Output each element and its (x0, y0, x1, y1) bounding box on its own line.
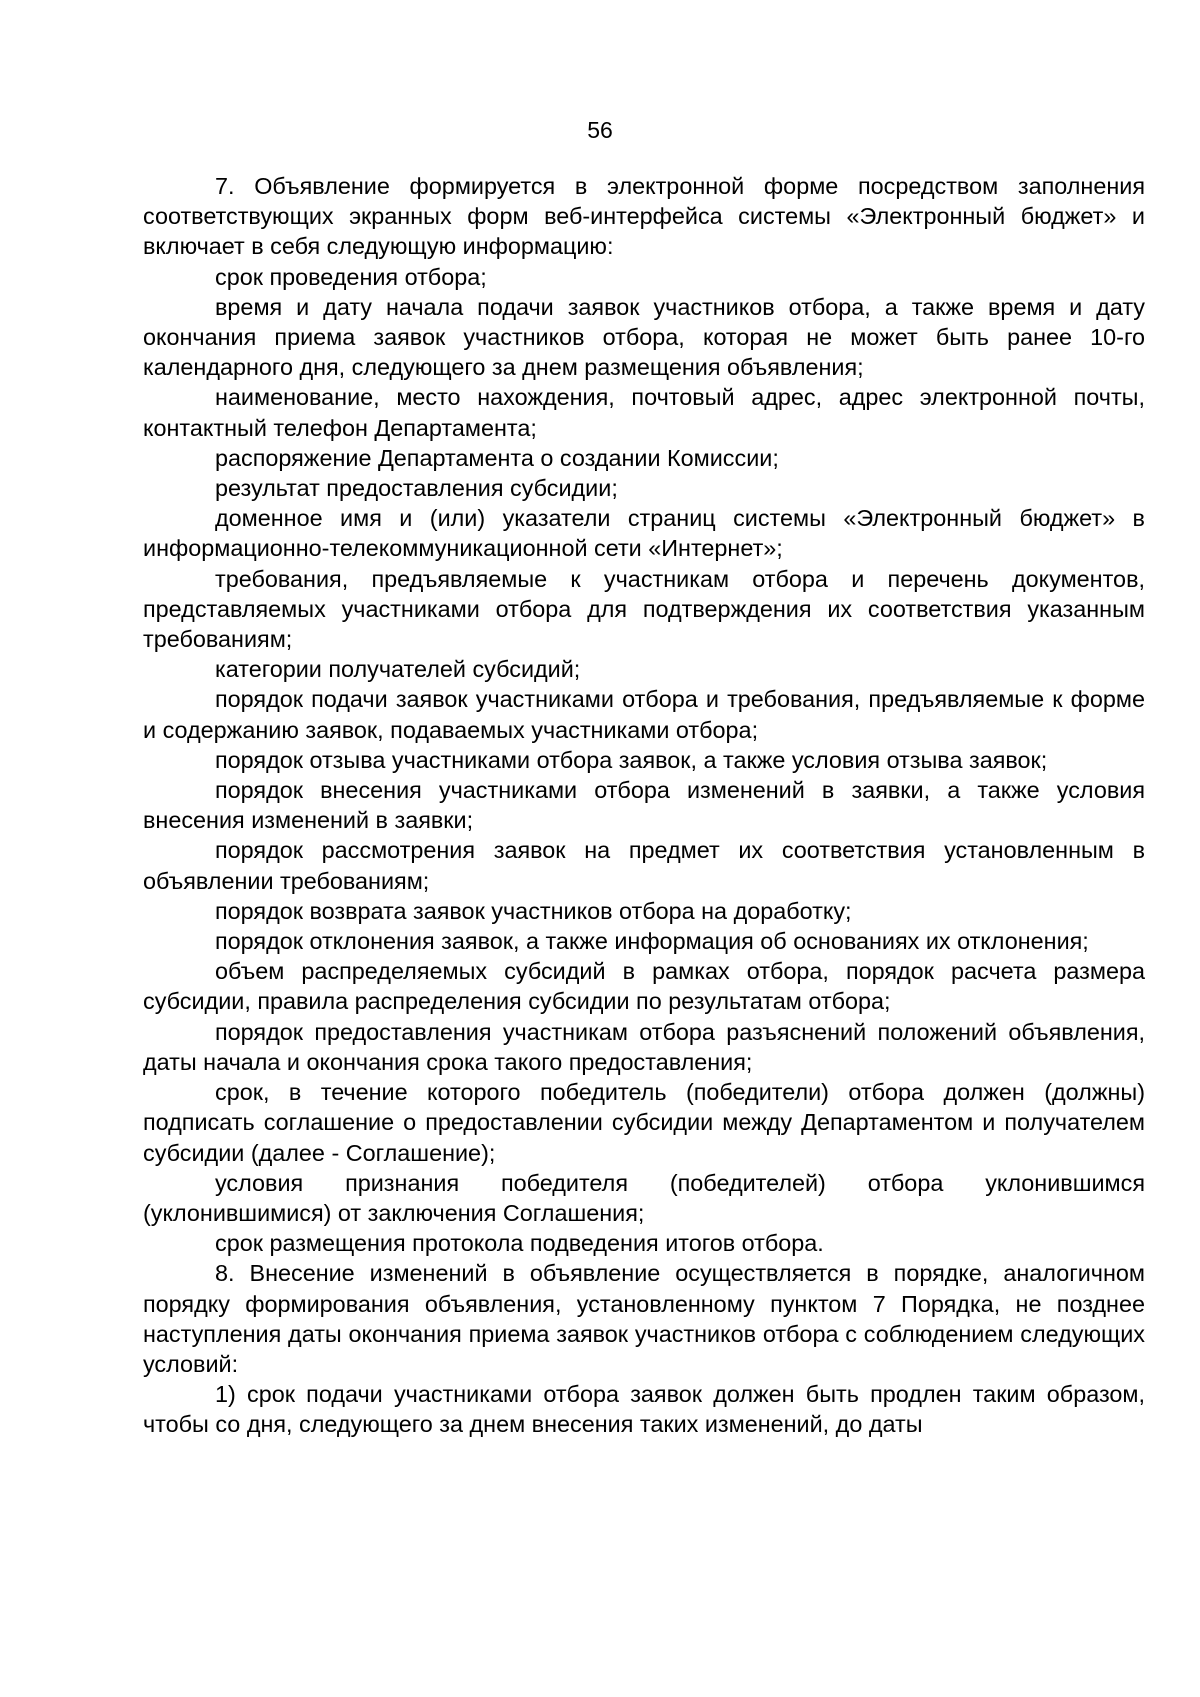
list-item: порядок подачи заявок участниками отбора и требования, предъявляемые к форме и содержанию заявок, подаваемых участниками отбора; (143, 686, 1145, 743)
list-item: срок проведения отбора; (215, 263, 487, 290)
paragraph-item-8: 8. Внесение изменений в объявление осуществляется в порядке, аналогичном порядку формирования объявления, установленному пунктом 7 Порядка, не позднее наступления даты окончания приема заявок участников отбора с соблюдением следующих условий: (143, 1260, 1145, 1377)
list-item: порядок отклонения заявок, а также информация об основаниях их отклонения; (215, 928, 1089, 955)
list-item: срок, в течение которого победитель (победители) отбора должен (должны) подписать соглашение о предоставлении субсидии между Департаментом и получателем субсидии (далее - Соглашение); (143, 1079, 1145, 1166)
list-item: порядок внесения участниками отбора изменений в заявки, а также условия внесения изменений в заявки; (143, 777, 1145, 834)
list-item: требования, предъявляемые к участникам отбора и перечень документов, представляемых участниками отбора для подтверждения их соответствия указанным требованиям; (143, 565, 1145, 653)
list-item: порядок рассмотрения заявок на предмет их соответствия установленным в объявлении требованиям; (143, 837, 1145, 894)
list-item: время и дату начала подачи заявок участников отбора, а также время и дату окончания приема заявок участников отбора, которая не может быть ранее 10-го календарного дня, следующего за днем размещения объявления; (143, 293, 1145, 381)
list-item: объем распределяемых субсидий в рамках отбора, порядок расчета размера субсидии, правила распределения субсидии по результатам отбора; (143, 958, 1145, 1015)
page-number: 56 (587, 117, 613, 143)
paragraph-item-7-intro: 7. Объявление формируется в электронной форме посредством заполнения соответствующих экранных форм веб-интерфейса системы «Электронный бюджет» и включает в себя следующую информацию: (143, 173, 1145, 260)
list-item: наименование, место нахождения, почтовый адрес, адрес электронной почты, контактный телефон Департамента; (143, 384, 1145, 441)
list-item: порядок возврата заявок участников отбора на доработку; (215, 897, 852, 924)
list-item: срок размещения протокола подведения итогов отбора. (215, 1230, 824, 1257)
paragraph-subitem-1: 1) срок подачи участниками отбора заявок должен быть продлен таким образом, чтобы со дня, следующего за днем внесения таких изменений, до даты (143, 1381, 1145, 1438)
list-item: категории получателей субсидий; (215, 656, 581, 683)
list-item: результат предоставления субсидии; (215, 475, 618, 502)
list-item: условия признания победителя (победителей) отбора уклонившимся (уклонившимися) от заключения Соглашения; (143, 1169, 1145, 1226)
list-item: порядок отзыва участниками отбора заявок, а также условия отзыва заявок; (215, 746, 1048, 773)
list-item: распоряжение Департамента о создании Комиссии; (215, 444, 779, 471)
list-item: порядок предоставления участникам отбора разъяснений положений объявления, даты начала и окончания срока такого предоставления; (143, 1018, 1145, 1075)
document-body (143, 171, 1145, 1440)
list-item: доменное имя и (или) указатели страниц системы «Электронный бюджет» в информационно-телекоммуникационной сети «Интернет»; (143, 505, 1145, 562)
